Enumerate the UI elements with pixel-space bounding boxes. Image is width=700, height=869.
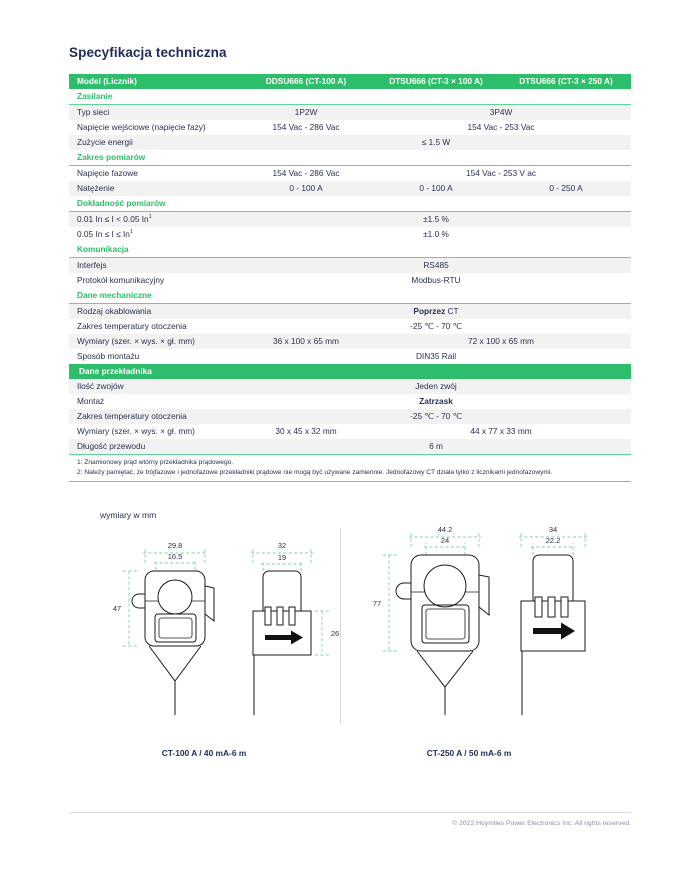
- row-value-abc: Modbus-RTU: [241, 273, 631, 288]
- table-row: [69, 349, 631, 364]
- row-value-abc: DIN35 Rail: [241, 349, 631, 364]
- row-label: Typ sieci: [69, 105, 241, 121]
- section-header-dane-mechaniczne: [69, 288, 631, 304]
- table-footnotes-row: [69, 455, 631, 482]
- row-value-abc: ≤ 1.5 W: [241, 135, 631, 150]
- table-row: [69, 166, 631, 182]
- row-value-abc: Zatrzask: [241, 394, 631, 409]
- row-label: Natężenie: [69, 181, 241, 196]
- footnote-marker: 1: [148, 214, 152, 221]
- row-label: [69, 212, 241, 228]
- dim-value-side-height-100: 26: [330, 629, 340, 638]
- table-row: [69, 135, 631, 150]
- section-band-dane-przekladnika: [69, 364, 631, 379]
- table-header-row: [69, 74, 631, 89]
- row-label: Zużycie energii: [69, 135, 241, 150]
- ct-side-prong-2: [277, 607, 283, 625]
- table-row: [69, 258, 631, 274]
- row-label-text: 0.05 In ≤ I ≤ In: [77, 229, 130, 240]
- row-label: Interfejs: [69, 258, 241, 274]
- table-row: [69, 105, 631, 121]
- col-header-dtsu666-250: DTSU666 (CT-3 × 250 A): [501, 74, 631, 89]
- row-value-abc: 6 m: [241, 439, 631, 455]
- section-header-dokladnosc-pomiarow: [69, 196, 631, 212]
- row-label: Protokół komunikacyjny: [69, 273, 241, 288]
- col-header-model: Model (Licznik): [69, 74, 241, 89]
- dim-value-side-inner-width-250: 22.2: [545, 536, 561, 545]
- row-value-emphasis: Poprzez: [413, 306, 446, 317]
- table-row: [69, 409, 631, 424]
- dim-front-inner-width-100: [154, 552, 197, 570]
- row-value-abc: Jeden zwój: [241, 379, 631, 394]
- ct-side-prong-3: [561, 597, 568, 617]
- table-row: [69, 120, 631, 135]
- col-header-dtsu666-100: DTSU666 (CT-3 × 100 A): [371, 74, 501, 89]
- section-title: Dokładność pomiarów: [69, 196, 241, 212]
- ct-lever-right: [479, 575, 489, 615]
- row-label-text: 0.01 In ≤ I < 0.05 In: [77, 214, 149, 225]
- row-label: Montaż: [69, 394, 241, 409]
- section-title: Dane przekładnika: [69, 364, 241, 379]
- dim-front-inner-width-250: [424, 536, 467, 555]
- row-label: Napięcie fazowe: [69, 166, 241, 182]
- row-value-a: 1P2W: [241, 105, 371, 121]
- row-label: Wymiary (szer. × wys. × gł. mm): [69, 334, 241, 349]
- ct-lever-right: [205, 586, 214, 621]
- table-row: [69, 424, 631, 439]
- row-value-abc: ±1.5 %: [241, 212, 631, 228]
- table-row: [69, 181, 631, 196]
- row-value-a: 0 - 100 A: [241, 181, 371, 196]
- dim-value-side-inner-width-100: 19: [277, 553, 287, 562]
- specification-table: [69, 74, 631, 482]
- row-value-abc: [241, 304, 631, 320]
- table-row: [69, 439, 631, 455]
- table-row: [69, 319, 631, 334]
- row-value-c: 0 - 250 A: [501, 181, 631, 196]
- ct-cable-cone: [149, 646, 201, 681]
- table-row: [69, 334, 631, 349]
- dimension-drawings: [69, 505, 631, 750]
- dim-value-front-inner-width-100: 16.5: [167, 552, 183, 561]
- table-row: [69, 394, 631, 409]
- row-label: Długość przewodu: [69, 439, 241, 455]
- page-title: Specyfikacja techniczna: [69, 45, 227, 60]
- row-value-b: 0 - 100 A: [371, 181, 501, 196]
- dim-value-side-outer-width-250: 34: [548, 525, 558, 534]
- row-value-a: 30 x 45 x 32 mm: [241, 424, 371, 439]
- row-value-abc: -25 ℃ - 70 ℃: [241, 409, 631, 424]
- table-row: [69, 304, 631, 320]
- ct-cable-cone: [417, 651, 473, 687]
- row-value-abc: ±1.0 %: [241, 227, 631, 242]
- section-title: Zasilanie: [69, 89, 241, 105]
- section-title: Zakres pomiarów: [69, 150, 241, 166]
- section-header-zakres-pomiarow: [69, 150, 631, 166]
- diagram-ct250: [369, 515, 609, 715]
- row-value-a: 36 x 100 x 65 mm: [241, 334, 371, 349]
- dim-value-side-outer-width-100: 32: [277, 541, 287, 550]
- dim-value-front-height-250: 77: [372, 599, 382, 608]
- footer-copyright: © 2022 Hoymiles Power Electronics Inc. All rights reserved.: [452, 820, 631, 827]
- row-value-a: 154 Vac - 286 Vac: [241, 166, 371, 182]
- ct-aperture-circle: [424, 565, 466, 607]
- section-header-komunikacja: [69, 242, 631, 258]
- row-label: Rodzaj okablowania: [69, 304, 241, 320]
- dim-value-front-inner-width-250: 24: [440, 536, 450, 545]
- table-row: [69, 212, 631, 228]
- caption-ct100: CT-100 A / 40 mA-6 m: [161, 748, 247, 758]
- dim-front-height-250: [373, 555, 397, 651]
- section-title: Dane mechaniczne: [69, 288, 241, 304]
- dim-side-height-100: [315, 611, 339, 655]
- row-label: Wymiary (szer. × wys. × gł. mm): [69, 424, 241, 439]
- row-label: Sposób montażu: [69, 349, 241, 364]
- ct-side-prong-1: [265, 607, 271, 625]
- row-label: Zakres temperatury otoczenia: [69, 319, 241, 334]
- section-title: Komunikacja: [69, 242, 241, 258]
- row-value-bc: 154 Vac - 253 V ac: [371, 166, 631, 182]
- row-value-a: 154 Vac - 286 Vac: [241, 120, 371, 135]
- table-row: [69, 227, 631, 242]
- ct-latch-left: [132, 594, 145, 608]
- dim-value-front-height-100: 47: [112, 604, 122, 613]
- ct-side-prong-3: [289, 607, 295, 625]
- dim-side-inner-width-100: [261, 553, 303, 571]
- dim-front-height-100: [113, 571, 137, 646]
- footnote-marker: 1: [129, 229, 133, 236]
- row-value-abc: RS485: [241, 258, 631, 274]
- row-label: [69, 227, 241, 242]
- row-value-bc: 3P4W: [371, 105, 631, 121]
- dim-value-front-outer-width-100: 29.8: [167, 541, 183, 550]
- footnotes-cell: [69, 455, 631, 482]
- row-label: Napięcie wejściowe (napięcie fazy): [69, 120, 241, 135]
- diagram-ct100: [109, 515, 339, 715]
- row-label: Zakres temperatury otoczenia: [69, 409, 241, 424]
- row-value-bc: 154 Vac - 253 Vac: [371, 120, 631, 135]
- row-label: Ilość zwojów: [69, 379, 241, 394]
- section-header-zasilanie: [69, 89, 631, 105]
- footer-divider: [69, 812, 631, 813]
- footnote-1: 1: Znamionowy prąd wtórny przekładnika prądowego.: [77, 459, 234, 466]
- table-row: [69, 273, 631, 288]
- row-value-bc: 44 x 77 x 33 mm: [371, 424, 631, 439]
- ct-aperture-circle: [158, 580, 192, 614]
- row-value-bc: 72 x 100 x 65 mm: [371, 334, 631, 349]
- footnote-2: 2: Należy pamiętać, że trójfazowe i jednofazowe przekładniki prądowe nie mogą być używane zamiennie. Jednofazowy CT działa tylko z licznikami jednofazowymi.: [77, 468, 553, 476]
- diagram-divider: [340, 528, 341, 724]
- caption-ct250: CT-250 A / 50 mA-6 m: [426, 748, 512, 758]
- ct-latch-left: [396, 583, 411, 599]
- units-label: wymiary w mm: [100, 510, 157, 520]
- dim-value-front-outer-width-250: 44.2: [437, 525, 453, 534]
- dim-side-inner-width-250: [531, 536, 575, 555]
- row-value-rest: CT: [445, 306, 459, 317]
- ct-side-prong-2: [548, 597, 555, 617]
- col-header-ddsu666: DDSU666 (CT-100 A): [241, 74, 371, 89]
- ct-side-prong-1: [535, 597, 542, 617]
- table-row: [69, 379, 631, 394]
- row-value-abc: -25 ℃ - 70 ℃: [241, 319, 631, 334]
